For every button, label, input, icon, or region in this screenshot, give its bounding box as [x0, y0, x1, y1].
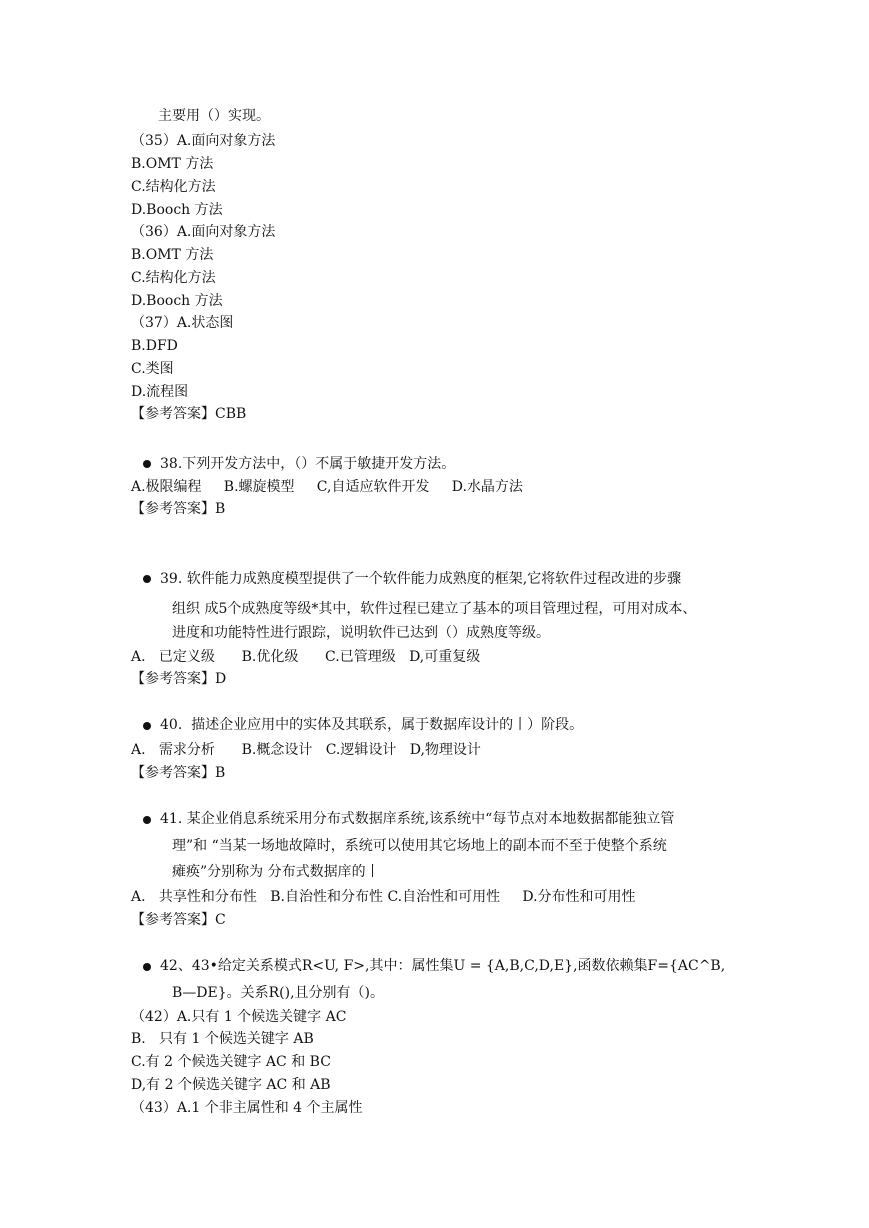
option-line: （37）A.状态图 [131, 315, 234, 331]
question-text: 组织 成5个成熟度等级*其中，软件过程已建立了基本的项目管理过程，可用对成本、 [172, 601, 697, 617]
answer-line: 【参考答案】B [131, 765, 226, 781]
option-line: A. 已定义级 B.优化级 C.已管理级 D,可重复级 [131, 649, 481, 665]
bullet-icon [143, 963, 151, 971]
option-line: C.有 2 个候选关键字 AC 和 BC [131, 1054, 331, 1070]
question-text: 39. 软件能力成熟度模型提供了一个软件能力成熟度的框架,它将软件过程改进的步骤 [160, 571, 682, 587]
option-line: （42）A.只有 1 个候选关键字 AC [131, 1009, 347, 1025]
option-line: D.Booch 方法 [131, 202, 223, 218]
option-line: B.DFD [131, 338, 178, 354]
question-text: 42、43•给定关系模式R<U, F>,其中：属性集U = {A,B,C,D,E},函数依赖集F={AC^B, [160, 958, 726, 974]
question-text: 40. 描述企业应用中的实体及其联系，属于数据库设计的丨）阶段。 [160, 717, 584, 733]
option-line: A. 共享性和分布性 B.自治性和分布性 C.自治性和可用性 D.分布性和可用性 [131, 889, 636, 905]
answer-line: 【参考答案】D [131, 671, 227, 687]
option-line: （35）A.面向对象方法 [131, 133, 276, 149]
option-line: C.结构化方法 [131, 270, 216, 286]
question-text: 41. 某企业俏息系统采用分布式数据庠系统,该系统中“每节点对本地数据都能独立管 [160, 811, 675, 827]
question-text: 进度和功能特性进行跟踪，说明软件已达到（）成熟度等级。 [172, 625, 550, 641]
answer-line: 【参考答案】B [131, 501, 226, 517]
bullet-icon [143, 722, 151, 730]
bullet-icon [143, 460, 151, 468]
bullet-icon [143, 575, 151, 583]
option-line: D.Booch 方法 [131, 293, 223, 309]
question-text: 瘫痪”分别称为 分布式数据庠的丨 [172, 864, 380, 880]
option-line: A. 需求分析 B.概念设计 C.逻辑设计 D,物理设计 [131, 742, 481, 758]
question-text: 38.下列开发方法中，（）不属于敏捷开发方法。 [160, 456, 456, 472]
option-line: D.流程图 [131, 384, 189, 400]
answer-line: 【参考答案】C [131, 912, 226, 928]
question-text: B—DE}。关系R(),且分别有（)。 [172, 985, 385, 1001]
option-line: （36）A.面向对象方法 [131, 224, 276, 240]
option-line: （43）A.1 个非主属性和 4 个主属性 [131, 1100, 363, 1116]
option-line: B. 只有 1 个候选关键字 AB [131, 1031, 314, 1047]
option-line: B.OMT 方法 [131, 156, 214, 172]
bullet-icon [143, 816, 151, 824]
option-line: C.结构化方法 [131, 179, 216, 195]
question-text: 理”和 “当某一场地故障时，系统可以使用其它场地上的副本而不至于使整个系统 [172, 838, 667, 854]
option-line: B.OMT 方法 [131, 247, 214, 263]
option-line: A.极限编程 B.螺旋模型 C,自适应软件开发 D.水晶方法 [131, 479, 523, 495]
option-line: C.类图 [131, 361, 174, 377]
answer-line: 【参考答案】CBB [131, 406, 247, 422]
question-text: 主要用（）实现。 [158, 108, 270, 124]
option-line: D,有 2 个候选关键字 AC 和 AB [131, 1077, 331, 1093]
